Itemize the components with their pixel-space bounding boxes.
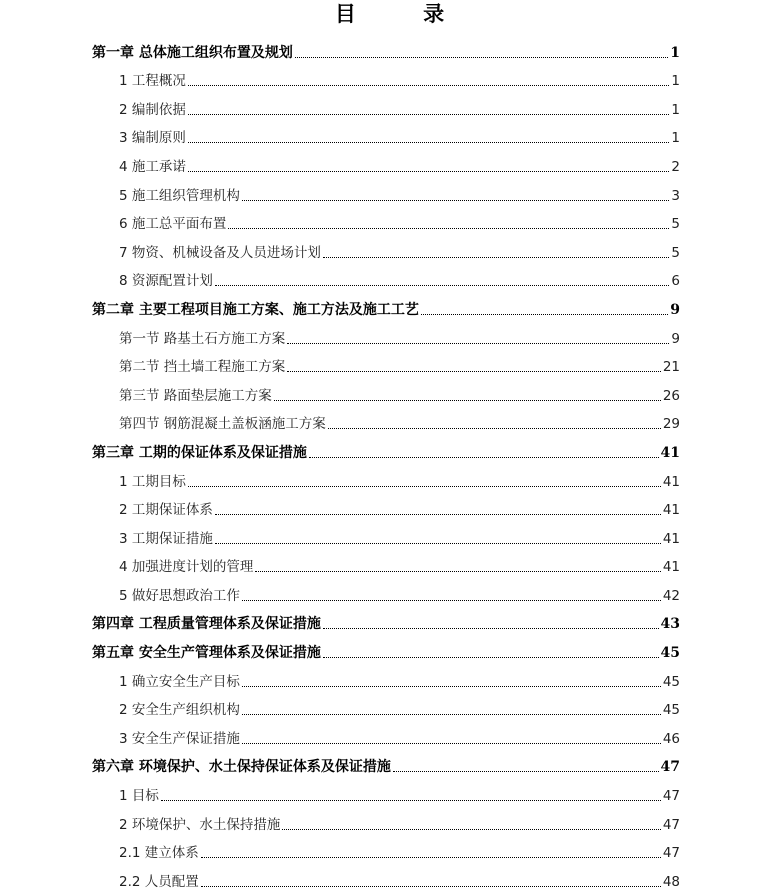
toc-dot-leader — [323, 657, 659, 658]
toc-entry-label: 第一章 总体施工组织布置及规划 — [92, 44, 293, 61]
toc-page-number: 29 — [662, 416, 680, 433]
toc-dot-leader — [274, 400, 661, 401]
toc-section-entry[interactable] — [0, 178, 779, 207]
toc-page-number: 9 — [670, 301, 680, 318]
toc-page-number: 26 — [662, 387, 680, 404]
toc-dot-leader — [323, 628, 659, 629]
toc-entry-label: 7 物资、机械设备及人员进场计划 — [119, 244, 321, 261]
toc-dot-leader — [215, 285, 670, 286]
toc-page-number: 5 — [671, 244, 680, 261]
toc-dot-leader — [287, 343, 669, 344]
toc-entry-label: 6 施工总平面布置 — [119, 216, 227, 233]
toc-entry-label: 2.1 建立体系 — [119, 845, 199, 862]
toc-dot-leader — [287, 371, 661, 372]
toc-entry-label: 8 资源配置计划 — [119, 273, 213, 290]
toc-page-number: 6 — [671, 273, 680, 290]
toc-page-number: 21 — [662, 359, 680, 376]
toc-dot-leader — [215, 514, 661, 515]
toc-page-number: 1 — [671, 73, 680, 90]
toc-entry-label: 2 编制依据 — [119, 101, 186, 118]
toc-page-number: 41 — [662, 502, 680, 519]
toc-entry-label: 4 施工承诺 — [119, 158, 186, 175]
toc-section-entry[interactable] — [0, 64, 779, 93]
toc-section-entry[interactable] — [0, 92, 779, 121]
toc-page-number: 5 — [671, 216, 680, 233]
toc-section-entry[interactable] — [0, 464, 779, 493]
toc-entry-label: 5 做好思想政治工作 — [119, 587, 240, 604]
toc-entry-label: 2.2 人员配置 — [119, 873, 199, 890]
toc-page-number: 42 — [662, 587, 680, 604]
toc-dot-leader — [215, 543, 661, 544]
toc-entry-label: 第五章 安全生产管理体系及保证措施 — [92, 645, 321, 662]
toc-dot-leader — [421, 314, 668, 315]
toc-section-entry[interactable] — [0, 864, 779, 893]
toc-page-number: 47 — [662, 816, 680, 833]
toc-page-number: 47 — [660, 759, 680, 776]
toc-chapter-entry[interactable] — [0, 750, 779, 779]
toc-dot-leader — [242, 686, 661, 687]
toc-page-number: 43 — [660, 616, 680, 633]
toc-dot-leader — [201, 857, 661, 858]
toc-section-entry[interactable] — [0, 836, 779, 865]
toc-chapter-entry[interactable] — [0, 292, 779, 321]
toc-entry-label: 3 工期保证措施 — [119, 530, 213, 547]
toc-page-number: 1 — [671, 130, 680, 147]
toc-entry-label: 1 工期目标 — [119, 473, 186, 490]
toc-section-entry[interactable] — [0, 664, 779, 693]
toc-entry-label: 1 工程概况 — [119, 73, 186, 90]
toc-page-number: 9 — [671, 330, 680, 347]
toc-section-entry[interactable] — [0, 807, 779, 836]
toc-entry-label: 第六章 环境保护、水土保持保证体系及保证措施 — [92, 759, 391, 776]
toc-page-number: 45 — [660, 645, 680, 662]
toc-chapter-entry[interactable] — [0, 435, 779, 464]
toc-page-number: 3 — [671, 187, 680, 204]
toc-section-entry[interactable] — [0, 693, 779, 722]
toc-dot-leader — [188, 114, 670, 115]
toc-page-number: 1 — [671, 101, 680, 118]
toc-page-number: 41 — [662, 473, 680, 490]
toc-page-number: 47 — [662, 845, 680, 862]
toc-dot-leader — [228, 228, 669, 229]
toc-section-entry[interactable] — [0, 778, 779, 807]
toc-dot-leader — [242, 714, 661, 715]
toc-section-entry[interactable] — [0, 264, 779, 293]
toc-section-entry[interactable] — [0, 493, 779, 522]
toc-dot-leader — [242, 200, 670, 201]
toc-page-number: 47 — [662, 788, 680, 805]
toc-entry-label: 3 安全生产保证措施 — [119, 730, 240, 747]
toc-chapter-entry[interactable] — [0, 35, 779, 64]
toc-list — [0, 35, 779, 893]
toc-entry-label: 2 安全生产组织机构 — [119, 702, 240, 719]
toc-chapter-entry[interactable] — [0, 635, 779, 664]
toc-entry-label: 第一节 路基土石方施工方案 — [119, 330, 286, 347]
toc-section-entry[interactable] — [0, 350, 779, 379]
toc-entry-label: 5 施工组织管理机构 — [119, 187, 240, 204]
toc-dot-leader — [242, 600, 661, 601]
toc-page-number: 41 — [662, 530, 680, 547]
toc-entry-label: 第三章 工期的保证体系及保证措施 — [92, 444, 307, 461]
toc-page-number: 48 — [662, 873, 680, 890]
toc-dot-leader — [188, 171, 670, 172]
toc-dot-leader — [242, 743, 661, 744]
toc-dot-leader — [201, 886, 661, 887]
toc-entry-label: 4 加强进度计划的管理 — [119, 559, 254, 576]
toc-page-number: 41 — [660, 444, 680, 461]
toc-section-entry[interactable] — [0, 721, 779, 750]
toc-section-entry[interactable] — [0, 521, 779, 550]
toc-entry-label: 第四节 钢筋混凝土盖板涵施工方案 — [119, 416, 326, 433]
toc-entry-label: 第四章 工程质量管理体系及保证措施 — [92, 616, 321, 633]
toc-section-entry[interactable] — [0, 321, 779, 350]
toc-entry-label: 1 目标 — [119, 788, 159, 805]
toc-section-entry[interactable] — [0, 378, 779, 407]
toc-dot-leader — [393, 771, 659, 772]
toc-page-number: 45 — [662, 702, 680, 719]
toc-dot-leader — [161, 800, 661, 801]
toc-dot-leader — [255, 571, 660, 572]
toc-entry-label: 第二节 挡土墙工程施工方案 — [119, 359, 286, 376]
toc-section-entry[interactable] — [0, 550, 779, 579]
toc-dot-leader — [282, 829, 660, 830]
toc-entry-label: 1 确立安全生产目标 — [119, 673, 240, 690]
toc-page-number: 1 — [670, 44, 680, 61]
toc-title: 目 录 — [334, 1, 475, 26]
toc-page-number: 41 — [662, 559, 680, 576]
toc-dot-leader — [309, 457, 659, 458]
toc-section-entry[interactable] — [0, 235, 779, 264]
toc-page-number: 45 — [662, 673, 680, 690]
toc-dot-leader — [188, 142, 670, 143]
toc-dot-leader — [328, 428, 661, 429]
toc-entry-label: 第二章 主要工程项目施工方案、施工方法及施工工艺 — [92, 301, 419, 318]
toc-entry-label: 第三节 路面垫层施工方案 — [119, 387, 272, 404]
toc-dot-leader — [323, 257, 670, 258]
toc-section-entry[interactable] — [0, 121, 779, 150]
toc-dot-leader — [188, 85, 670, 86]
toc-chapter-entry[interactable] — [0, 607, 779, 636]
toc-dot-leader — [188, 486, 661, 487]
toc-page-number: 2 — [671, 158, 680, 175]
toc-page-number: 46 — [662, 730, 680, 747]
toc-entry-label: 2 工期保证体系 — [119, 502, 213, 519]
toc-dot-leader — [295, 57, 668, 58]
toc-entry-label: 3 编制原则 — [119, 130, 186, 147]
toc-entry-label: 2 环境保护、水土保持措施 — [119, 816, 281, 833]
toc-section-entry[interactable] — [0, 207, 779, 236]
toc-section-entry[interactable] — [0, 578, 779, 607]
toc-section-entry[interactable] — [0, 149, 779, 178]
toc-section-entry[interactable] — [0, 407, 779, 436]
